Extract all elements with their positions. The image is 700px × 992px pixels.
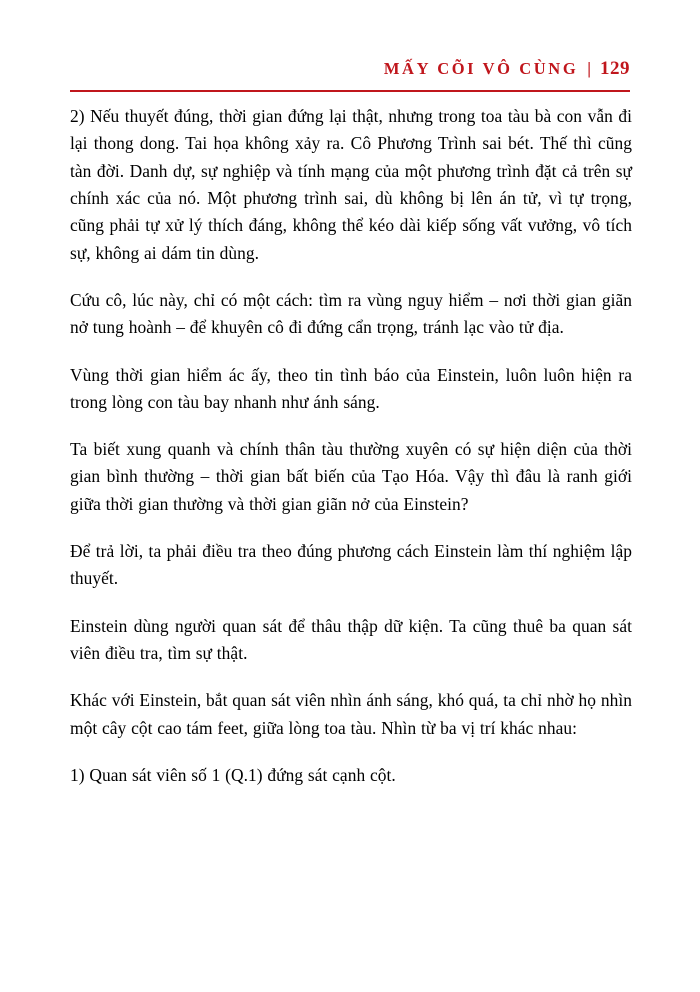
paragraph: Khác với Einstein, bắt quan sát viên nhìn ánh sáng, khó quá, ta chỉ nhờ họ nhìn một cây cột cao tám feet, giữa lòng toa tàu. Nhìn từ ba vị trí khác nhau: [70,690,632,738]
paragraph: Einstein dùng người quan sát để thâu thập dữ kiện. Ta cũng thuê ba quan sát viên điều tra, tìm sự thật. [70,615,632,663]
page-content [70,103,632,789]
header-rule [70,90,630,92]
page-number: 129 [600,58,630,79]
page-header [70,58,630,80]
paragraph: Cứu cô, lúc này, chỉ có một cách: tìm ra vùng nguy hiểm – nơi thời gian giãn nở tung hoành – để khuyên cô đi đứng cẩn trọng, tránh lạc vào tử địa. [70,289,632,338]
paragraph: Vùng thời gian hiểm ác ấy, theo tin tình báo của Einstein, luôn luôn hiện ra trong lòng con tàu bay nhanh như ánh sáng. [70,364,632,412]
header-separator: | [587,59,591,78]
paragraph: Ta biết xung quanh và chính thân tàu thường xuyên có sự hiện diện của thời gian bình thường – thời gian bất biến của Tạo Hóa. Vậy thì đâu là ranh giới giữa thời gian thường và thời gian giãn nở của Einstein? [70,439,632,514]
book-title: MẤY CÕI VÔ CÙNG [383,59,579,78]
paragraph: Để trả lời, ta phải điều tra theo đúng phương cách Einstein làm thí nghiệm lập thuyết. [70,541,632,589]
paragraph: 1) Quan sát viên số 1 (Q.1) đứng sát cạnh cột. [70,764,396,785]
paragraph: 2) Nếu thuyết đúng, thời gian đứng lại thật, nhưng trong toa tàu bà con vẫn đi lại thong dong. Tai họa không xảy ra. Cô Phương Trình sai bét. Thế thì cũng tàn đời. Danh dự, sự nghiệp và tính mạng của một phương trình đặt cả trên sự chính xác của nó. Một phương trình sai, dù không bị lên án tử, vì tự trọng, cũng phải tự xử lý thích đáng, không thể kéo dài kiếp sống vất vưởng, vô tích sự, không ai dám tin dùng. [70,106,632,263]
